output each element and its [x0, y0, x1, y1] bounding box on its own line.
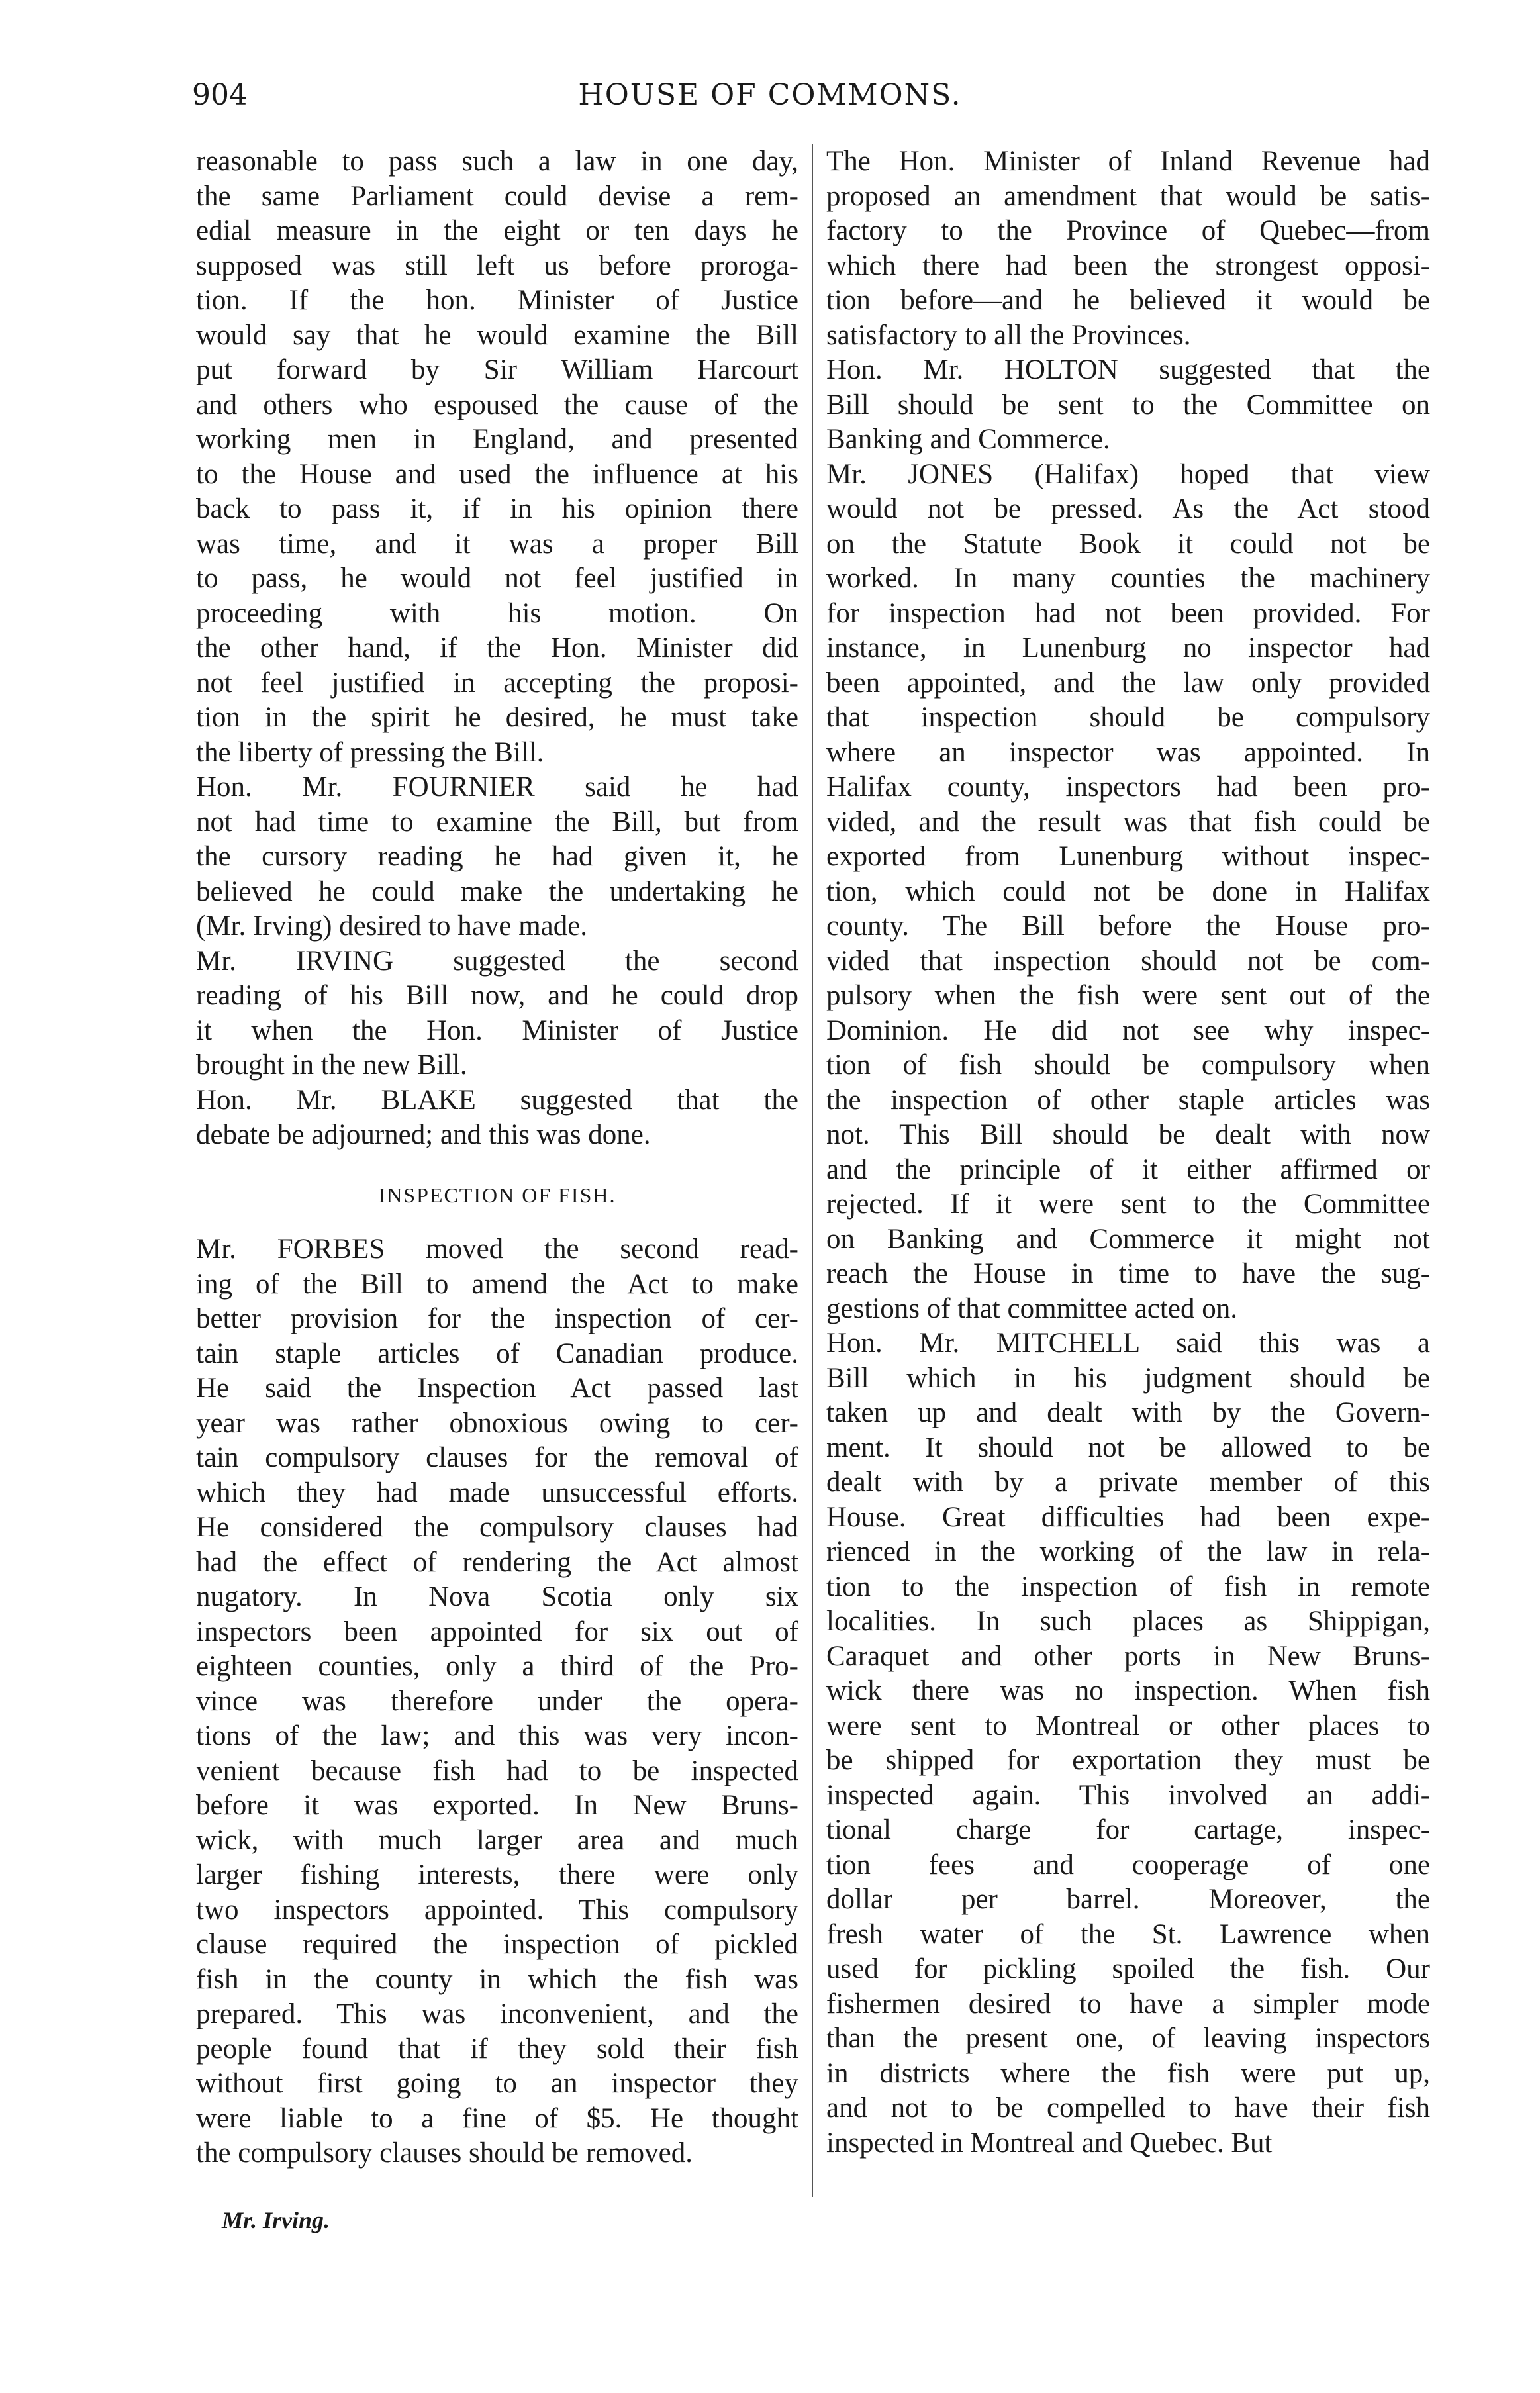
text-line: nugatory. In Nova Scotia only six	[196, 1581, 798, 1612]
text-line: localities. In such places as Shippigan,	[826, 1606, 1430, 1637]
text-line: without first going to an inspector they	[196, 2068, 798, 2099]
text-line: reading of his Bill now, and he could drop	[196, 980, 798, 1011]
text-line: inspectors been appointed for six out of	[196, 1616, 798, 1647]
text-line: year was rather obnoxious owing to cer-	[196, 1407, 798, 1439]
text-line: supposed was still left us before proroga-	[196, 250, 798, 281]
text-line: pulsory when the fish were sent out of the	[826, 980, 1430, 1011]
text-line: dealt with by a private member of this	[826, 1467, 1430, 1498]
footer-signature: Mr. Irving.	[222, 2207, 330, 2233]
text-line: Bill should be sent to the Committee on	[826, 389, 1430, 420]
text-line: would say that he would examine the Bill	[196, 319, 798, 351]
text-line: it when the Hon. Minister of Justice	[196, 1014, 798, 1046]
running-head: HOUSE OF COMMONS.	[578, 78, 962, 112]
text-line: Hon. Mr. BLAKE suggested that the	[196, 1084, 798, 1116]
text-line: Halifax county, inspectors had been pro-	[826, 771, 1430, 803]
text-line: people found that if they sold their fish	[196, 2033, 798, 2065]
text-line: Caraquet and other ports in New Bruns-	[826, 1640, 1430, 1672]
text-line: brought in the new Bill.	[196, 1050, 467, 1081]
text-line: reasonable to pass such a law in one day,	[196, 146, 798, 177]
text-line: believed he could make the undertaking he	[196, 875, 798, 907]
text-line: Hon. Mr. MITCHELL said this was a	[826, 1328, 1430, 1359]
text-line: He considered the compulsory clauses had	[196, 1512, 798, 1543]
text-line: and not to be compelled to have their fish	[826, 2092, 1430, 2124]
text-line: taken up and dealt with by the Govern-	[826, 1397, 1430, 1428]
text-line: not had time to examine the Bill, but from	[196, 806, 798, 838]
text-line: Mr. FORBES moved the second read-	[196, 1234, 798, 1265]
text-line: had the effect of rendering the Act almost	[196, 1546, 798, 1578]
text-line: debate be adjourned; and this was done.	[196, 1119, 651, 1150]
text-line: dollar per barrel. Moreover, the	[826, 1884, 1430, 1915]
text-line: put forward by Sir William Harcourt	[196, 354, 798, 385]
text-line: clause required the inspection of pickled	[196, 1929, 798, 1960]
text-line: tion. If the hon. Minister of Justice	[196, 285, 798, 316]
left-column	[196, 144, 798, 2171]
text-line: Bill which in his judgment should be	[826, 1362, 1430, 1394]
right-column	[826, 144, 1430, 2161]
text-line: tion in the spirit he desired, he must take	[196, 702, 798, 733]
text-line: not. This Bill should be dealt with now	[826, 1119, 1430, 1150]
text-line: fresh water of the St. Lawrence when	[826, 1918, 1430, 1950]
section-heading: INSPECTION OF FISH.	[378, 1183, 616, 1207]
text-line: to the House and used the influence at his	[196, 458, 798, 490]
text-line: that inspection should be compulsory	[826, 702, 1430, 733]
text-line: and the principle of it either affirmed or	[826, 1153, 1430, 1185]
text-line: inspected again. This involved an addi-	[826, 1779, 1430, 1811]
text-line: two inspectors appointed. This compulsory	[196, 1894, 798, 1926]
text-line: larger fishing interests, there were only	[196, 1859, 798, 1890]
text-line: (Mr. Irving) desired to have made.	[196, 910, 588, 942]
text-line: venient because fish had to be inspected	[196, 1755, 798, 1786]
text-line: wick, with much larger area and much	[196, 1824, 798, 1856]
text-line: working men in England, and presented	[196, 424, 798, 455]
text-line: gestions of that committee acted on.	[826, 1293, 1237, 1324]
text-line: county. The Bill before the House pro-	[826, 910, 1430, 942]
text-line: Mr. IRVING suggested the second	[196, 945, 798, 977]
text-line: the inspection of other staple articles was	[826, 1084, 1430, 1116]
text-line: rienced in the working of the law in rela-	[826, 1536, 1430, 1567]
text-line: before it was exported. In New Bruns-	[196, 1790, 798, 1821]
text-line: factory to the Province of Quebec—from	[826, 215, 1430, 246]
text-line: in districts where the fish were put up,	[826, 2057, 1430, 2089]
text-line: exported from Lunenburg without inspec-	[826, 841, 1430, 872]
text-line: would not be pressed. As the Act stood	[826, 493, 1430, 524]
text-line: tional charge for cartage, inspec-	[826, 1814, 1430, 1845]
text-line: proposed an amendment that would be satis-	[826, 180, 1430, 212]
text-line: the cursory reading he had given it, he	[196, 841, 798, 872]
text-line: proceeding with his motion. On	[196, 597, 798, 629]
text-line: be shipped for exportation they must be	[826, 1745, 1430, 1776]
text-line: tions of the law; and this was very incon-	[196, 1720, 798, 1751]
text-line: fish in the county in which the fish was	[196, 1963, 798, 1995]
text-line: Mr. JONES (Halifax) hoped that view	[826, 458, 1430, 490]
text-line: inspected in Montreal and Quebec. But	[826, 2127, 1273, 2159]
text-line: the liberty of pressing the Bill.	[196, 736, 544, 768]
text-line: to pass, he would not feel justified in	[196, 563, 798, 594]
text-line: better provision for the inspection of cer-	[196, 1303, 798, 1334]
text-line: ment. It should not be allowed to be	[826, 1432, 1430, 1463]
text-line: and others who espoused the cause of the	[196, 389, 798, 420]
text-line: which there had been the strongest opposi-	[826, 250, 1430, 281]
page-number: 904	[192, 78, 248, 112]
text-line: been appointed, and the law only provided	[826, 667, 1430, 699]
text-line: were sent to Montreal or other places to	[826, 1710, 1430, 1741]
text-line: the compulsory clauses should be removed.	[196, 2137, 693, 2169]
text-line: satisfactory to all the Provinces.	[826, 319, 1191, 351]
text-line: edial measure in the eight or ten days he	[196, 215, 798, 246]
text-line: House. Great difficulties had been expe-	[826, 1501, 1430, 1533]
text-line: ing of the Bill to amend the Act to make	[196, 1268, 798, 1300]
text-line: worked. In many counties the machinery	[826, 563, 1430, 594]
text-line: were liable to a fine of $5. He thought	[196, 2102, 798, 2134]
text-line: The Hon. Minister of Inland Revenue had	[826, 146, 1430, 177]
text-line: He said the Inspection Act passed last	[196, 1373, 798, 1404]
text-line: Banking and Commerce.	[826, 424, 1110, 455]
text-line: on Banking and Commerce it might not	[826, 1223, 1430, 1255]
text-line: which they had made unsuccessful efforts.	[196, 1477, 798, 1508]
text-line: tion of fish should be compulsory when	[826, 1050, 1430, 1081]
text-line: fishermen desired to have a simpler mode	[826, 1988, 1430, 2020]
text-line: reach the House in time to have the sug-	[826, 1258, 1430, 1289]
text-line: not feel justified in accepting the proposi-	[196, 667, 798, 699]
text-line: tain compulsory clauses for the removal of	[196, 1442, 798, 1473]
text-line: Dominion. He did not see why inspec-	[826, 1014, 1430, 1046]
text-line: vided, and the result was that fish could be	[826, 806, 1430, 838]
text-line: vince was therefore under the opera-	[196, 1685, 798, 1717]
text-line: on the Statute Book it could not be	[826, 528, 1430, 560]
text-line: for inspection had not been provided. For	[826, 597, 1430, 629]
text-line: tion, which could not be done in Halifax	[826, 875, 1430, 907]
text-line: the same Parliament could devise a rem-	[196, 180, 798, 212]
text-line: wick there was no inspection. When fish	[826, 1675, 1430, 1706]
text-line: used for pickling spoiled the fish. Our	[826, 1953, 1430, 1984]
text-line: than the present one, of leaving inspectors	[826, 2023, 1430, 2054]
text-line: eighteen counties, only a third of the Pro-	[196, 1651, 798, 1682]
text-line: back to pass it, if in his opinion there	[196, 493, 798, 524]
text-line: tain staple articles of Canadian produce.	[196, 1338, 798, 1369]
text-line: vided that inspection should not be com-	[826, 945, 1430, 977]
text-line: tion to the inspection of fish in remote	[826, 1571, 1430, 1602]
text-line: the other hand, if the Hon. Minister did	[196, 632, 798, 663]
text-line: where an inspector was appointed. In	[826, 736, 1430, 768]
text-line: tion fees and cooperage of one	[826, 1849, 1430, 1880]
text-line: tion before—and he believed it would be	[826, 285, 1430, 316]
text-line: Hon. Mr. HOLTON suggested that the	[826, 354, 1430, 385]
text-line: was time, and it was a proper Bill	[196, 528, 798, 560]
text-line: rejected. If it were sent to the Committee	[826, 1189, 1430, 1220]
text-line: instance, in Lunenburg no inspector had	[826, 632, 1430, 663]
column-divider	[812, 144, 813, 2197]
text-line: prepared. This was inconvenient, and the	[196, 1998, 798, 2029]
text-line: Hon. Mr. FOURNIER said he had	[196, 771, 798, 803]
